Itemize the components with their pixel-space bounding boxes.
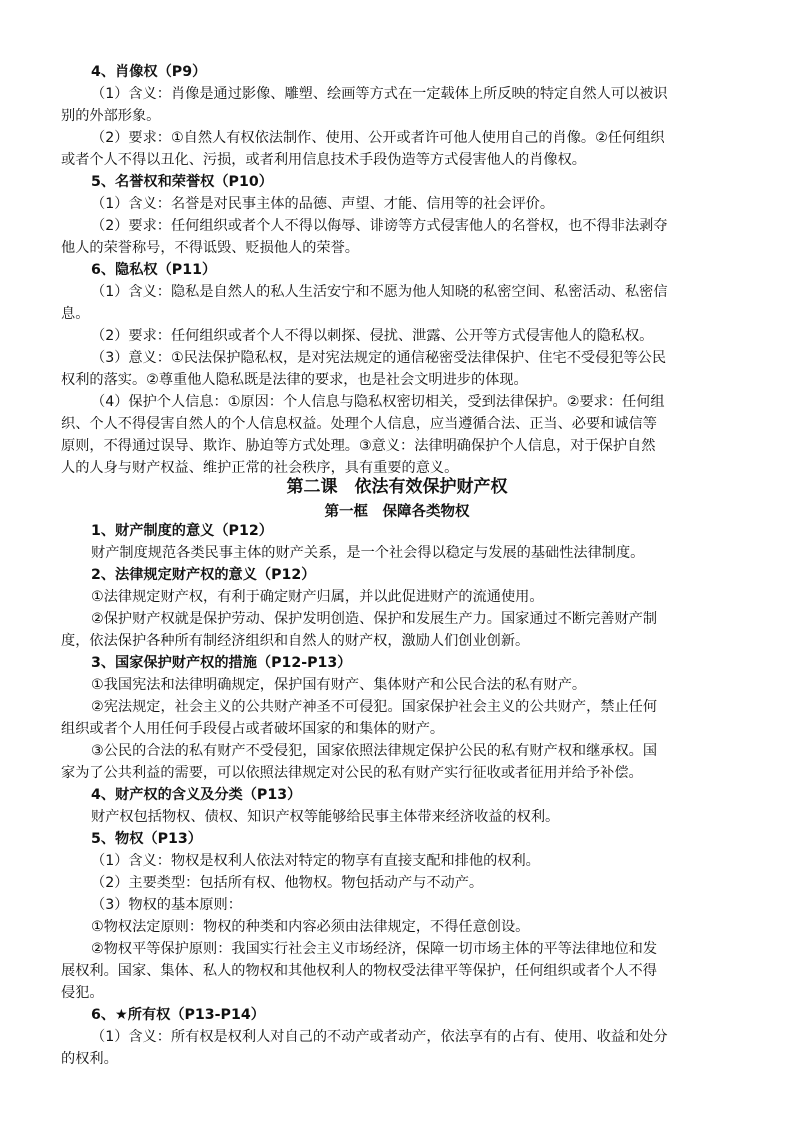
item-heading: 5、物权（P13） xyxy=(91,831,202,847)
text-line: 财产权包括物权、债权、知识产权等能够给民事主体带来经济收益的权利。 xyxy=(91,809,560,825)
text-line: 织、个人不得侵害自然人的个人信息权益。处理个人信息，应当遵循合法、正当、必要和诚信等 xyxy=(61,416,657,432)
item-heading: 6、★所有权（P13-P14） xyxy=(91,1007,265,1023)
section-title: 第一框 保障各类物权 xyxy=(324,504,470,520)
text-line: ②保护财产权就是保护劳动、保护发明创造、保护和发展生产力。国家通过不断完善财产制 xyxy=(91,611,658,627)
text-line: （3）物权的基本原则： xyxy=(91,897,242,913)
lesson-title: 第二课 依法有效保护财产权 xyxy=(286,477,508,497)
text-line: ③公民的合法的私有财产不受侵犯，国家依照法律规定保护公民的私有财产权和继承权。国 xyxy=(91,743,658,759)
text-line: 度，依法保护各种所有制经济组织和自然人的财产权，激励人们创业创新。 xyxy=(61,633,530,649)
text-line: 展权利。国家、集体、私人的物权和其他权利人的物权受法律平等保护，任何组织或者个人不得 xyxy=(61,963,657,979)
item-heading: 5、名誉权和荣誉权（P10） xyxy=(91,174,273,190)
text-line: 他人的荣誉称号，不得诋毁、贬损他人的荣誉。 xyxy=(61,240,359,256)
text-line: ②物权平等保护原则：我国实行社会主义市场经济，保障一切市场主体的平等法律地位和发 xyxy=(91,941,658,957)
text-line: （1）含义：隐私是自然人的私人生活安宁和不愿为他人知晓的私密空间、私密活动、私密信 xyxy=(91,284,668,300)
text-line: 组织或者个人用任何手段侵占或者破坏国家的和集体的财产。 xyxy=(61,721,445,737)
text-line: 息。 xyxy=(61,306,90,322)
text-line: ②宪法规定，社会主义的公共财产神圣不可侵犯。国家保护社会主义的公共财产，禁止任何 xyxy=(91,699,658,715)
item-heading: 2、法律规定财产权的意义（P12） xyxy=(91,567,316,583)
text-line: ①法律规定财产权，有利于确定财产归属，并以此促进财产的流通使用。 xyxy=(91,589,544,605)
text-line: ①我国宪法和法律明确规定，保护国有财产、集体财产和公民合法的私有财产。 xyxy=(91,677,587,693)
text-line: 或者个人不得以丑化、污损，或者利用信息技术手段伪造等方式侵害他人的肖像权。 xyxy=(61,152,586,168)
text-line: 侵犯。 xyxy=(61,985,104,1001)
text-line: （3）意义：①民法保护隐私权，是对宪法规定的通信秘密受法律保护、住宅不受侵犯等公民 xyxy=(91,350,667,366)
text-line: 原则，不得通过误导、欺诈、胁迫等方式处理。③意义：法律明确保护个人信息，对于保护自然 xyxy=(61,438,656,454)
text-line: 的权利。 xyxy=(61,1051,118,1067)
text-line: 人的人身与财产权益、维护正常的社会秩序，具有重要的意义。 xyxy=(61,460,459,476)
text-line: ①物权法定原则：物权的种类和内容必须由法律规定，不得任意创设。 xyxy=(91,919,530,935)
text-line: （1）含义：肖像是通过影像、雕塑、绘画等方式在一定载体上所反映的特定自然人可以被识 xyxy=(91,86,668,102)
text-line: 家为了公共利益的需要，可以依照法律规定对公民的私有财产实行征收或者征用并给予补偿。 xyxy=(61,765,643,781)
item-heading: 4、肖像权（P9） xyxy=(91,64,207,80)
text-line: （4）保护个人信息：①原因：个人信息与隐私权密切相关，受到法律保护。②要求：任何组 xyxy=(91,394,665,410)
item-heading: 1、财产制度的意义（P12） xyxy=(91,523,273,539)
item-heading: 3、国家保护财产权的措施（P12-P13） xyxy=(91,655,352,671)
text-line: （2）要求：任何组织或者个人不得以侮辱、诽谤等方式侵害他人的名誉权，也不得非法剥夺 xyxy=(91,218,668,234)
item-heading: 4、财产权的含义及分类（P13） xyxy=(91,787,302,803)
text-line: 权利的落实。②尊重他人隐私既是法律的要求，也是社会文明进步的体现。 xyxy=(61,372,528,388)
text-line: 别的外部形象。 xyxy=(61,108,161,124)
text-line: （1）含义：名誉是对民事主体的品德、声望、才能、信用等的社会评价。 xyxy=(91,196,555,212)
text-line: （1）含义：物权是权利人依法对特定的物享有直接支配和排他的权利。 xyxy=(91,853,540,869)
text-line: 财产制度规范各类民事主体的财产关系，是一个社会得以稳定与发展的基础性法律制度。 xyxy=(91,545,645,561)
text-line: （2）主要类型：包括所有权、他物权。物包括动产与不动产。 xyxy=(91,875,484,891)
text-line: （2）要求：①自然人有权依法制作、使用、公开或者许可他人使用自己的肖像。②任何组织 xyxy=(91,130,665,146)
text-line: （1）含义：所有权是权利人对自己的不动产或者动产，依法享有的占有、使用、收益和处分 xyxy=(91,1029,668,1045)
item-heading: 6、隐私权（P11） xyxy=(91,262,217,278)
text-line: （2）要求：任何组织或者个人不得以刺探、侵扰、泄露、公开等方式侵害他人的隐私权。 xyxy=(91,328,654,344)
